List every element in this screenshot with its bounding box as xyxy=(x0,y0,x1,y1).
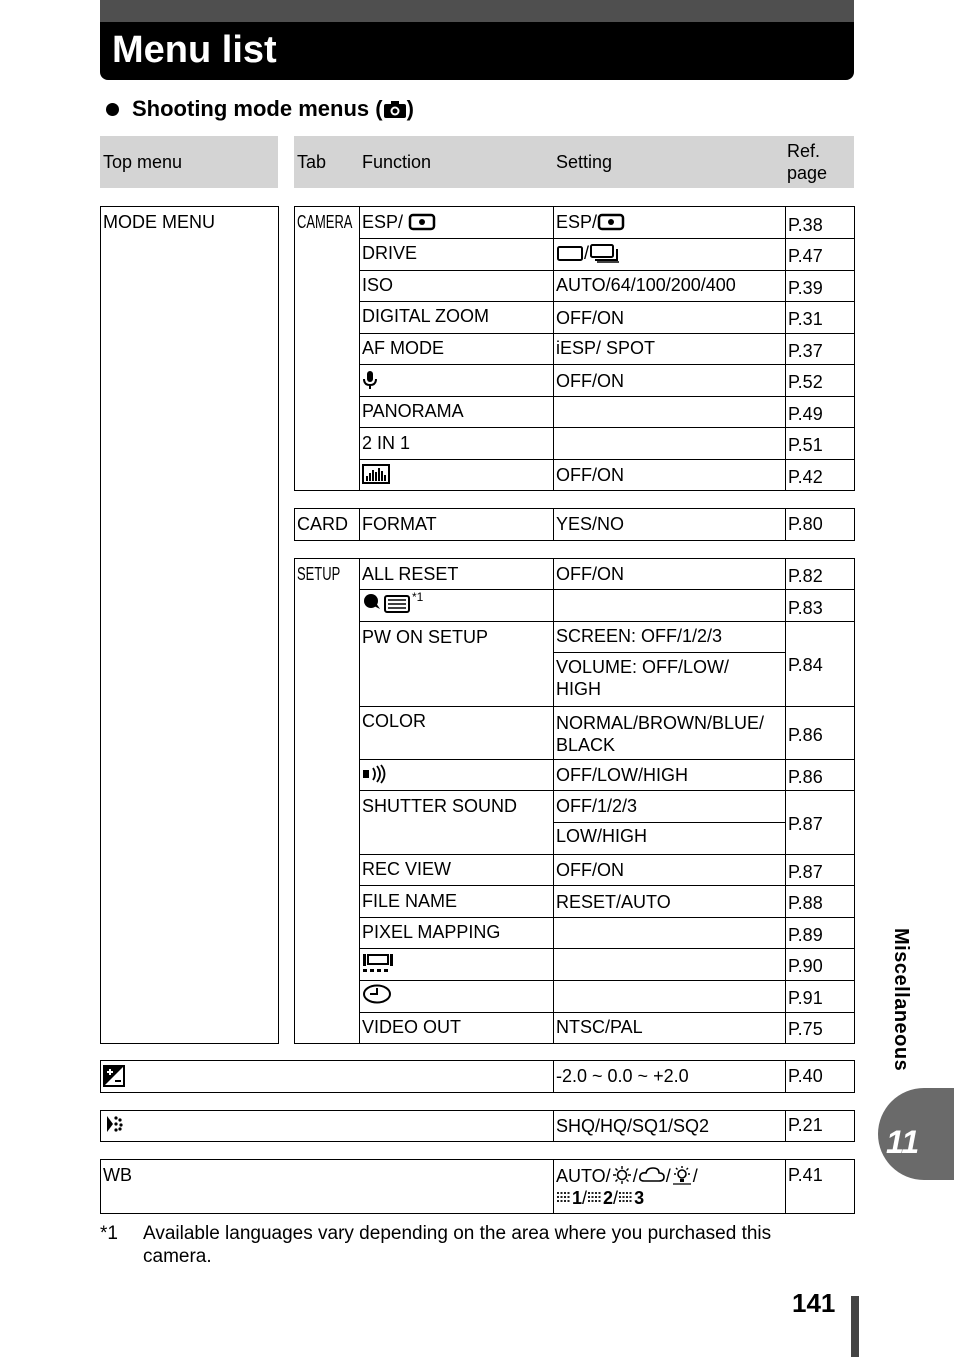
setup-row-function xyxy=(362,953,394,978)
setup-row-function: ALL RESET xyxy=(362,564,459,584)
camera-row-ref: P.52 xyxy=(788,372,823,392)
setup-row-function: FILE NAME xyxy=(362,891,458,911)
camera-row-function: PANORAMA xyxy=(362,401,464,421)
wb-setting-line2: 1/ 2/ 3 xyxy=(556,1187,644,1209)
exposure-ref: P.40 xyxy=(788,1066,823,1086)
exposure-function xyxy=(103,1065,125,1092)
image-quality-icon xyxy=(103,1114,127,1134)
camera-row-ref: P.42 xyxy=(788,467,823,487)
sequential-icon xyxy=(589,243,621,263)
camera-row-function xyxy=(362,464,390,489)
single-frame-icon xyxy=(556,244,584,262)
beep-icon xyxy=(362,764,390,784)
quality-setting: SHQ/HQ/SQ1/SQ2 xyxy=(556,1116,710,1136)
setup-row-setting: LOW/HIGH xyxy=(556,826,648,846)
camera-row-ref: P.38 xyxy=(788,215,823,235)
mode-menu-cell xyxy=(100,206,279,1044)
card-row-function: FORMAT xyxy=(362,514,437,534)
footnote-line2: camera. xyxy=(143,1246,212,1267)
camera-row-function: DRIVE xyxy=(362,243,418,263)
bullet-icon xyxy=(106,103,119,116)
setup-row-ref: P.86 xyxy=(788,767,823,787)
camera-row-setting: OFF/ON xyxy=(556,465,624,485)
camera-row-function: ESP/ xyxy=(362,211,436,233)
camera-row-ref: P.31 xyxy=(788,309,823,329)
col-tab: Tab xyxy=(297,152,327,172)
setup-row-ref: P.90 xyxy=(788,956,823,976)
quality-ref: P.21 xyxy=(788,1115,823,1135)
tab-camera: CAMERA xyxy=(297,212,353,232)
setup-row-ref: P.89 xyxy=(788,925,823,945)
wb-ref: P.41 xyxy=(788,1165,823,1185)
col-ref-line2: page xyxy=(787,163,828,183)
setup-row-function: COLOR xyxy=(362,711,427,731)
fluorescent-icon xyxy=(587,1190,603,1206)
exposure-row xyxy=(100,1060,855,1093)
mode-menu-label: MODE MENU xyxy=(103,212,215,232)
tungsten-icon xyxy=(671,1165,693,1185)
setup-row-setting: NORMAL/BROWN/BLUE/ xyxy=(556,713,765,733)
camera-row-setting: / xyxy=(556,242,621,264)
setup-row-ref: P.91 xyxy=(788,988,823,1008)
setup-row-function: REC VIEW xyxy=(362,859,452,879)
camera-row-setting: OFF/ON xyxy=(556,371,624,391)
exposure-compensation-icon xyxy=(103,1065,125,1087)
camera-row-ref: P.49 xyxy=(788,404,823,424)
camera-row-function: DIGITAL ZOOM xyxy=(362,306,490,326)
setup-row-setting: OFF/ON xyxy=(556,860,624,880)
col-function: Function xyxy=(362,152,432,172)
page-number-bar xyxy=(851,1296,859,1357)
setup-row-setting: OFF/LOW/HIGH xyxy=(556,765,688,785)
setup-row-function xyxy=(362,984,392,1009)
setup-row-function: SHUTTER SOUND xyxy=(362,796,518,816)
fluorescent-icon xyxy=(556,1190,572,1206)
footnote-line1: Available languages vary depending on the area where you purchased this xyxy=(143,1223,772,1244)
quality-row xyxy=(100,1110,855,1142)
setup-row-function xyxy=(362,764,390,789)
clock-icon xyxy=(362,984,392,1004)
camera-row-ref: P.47 xyxy=(788,246,823,266)
setup-row-setting: SCREEN: OFF/1/2/3 xyxy=(556,626,723,646)
camera-row-setting: iESP/ SPOT xyxy=(556,338,656,358)
wb-label: WB xyxy=(103,1165,132,1185)
camera-row-setting: ESP/ xyxy=(556,211,625,233)
spot-metering-icon xyxy=(408,213,436,231)
chapter-number: 11 xyxy=(886,1124,920,1160)
setup-row-ref: P.87 xyxy=(788,814,823,834)
setup-row-function: VIDEO OUT xyxy=(362,1017,462,1037)
tab-card: CARD xyxy=(297,514,349,534)
col-top-menu: Top menu xyxy=(103,152,183,172)
setup-row-setting: NTSC/PAL xyxy=(556,1017,643,1037)
setup-row-setting: OFF/ON xyxy=(556,564,624,584)
setup-row-function: PW ON SETUP xyxy=(362,627,489,647)
setup-row-ref: P.87 xyxy=(788,862,823,882)
camera-row-setting: OFF/ON xyxy=(556,308,624,328)
title-bar-top-strip xyxy=(100,0,854,22)
page-number: 141 xyxy=(792,1288,836,1318)
histogram-icon xyxy=(362,464,390,484)
setup-row-ref: P.83 xyxy=(788,598,823,618)
card-row-setting: YES/NO xyxy=(556,514,625,534)
camera-row-ref: P.37 xyxy=(788,341,823,361)
camera-row-setting: AUTO/64/100/200/400 xyxy=(556,275,736,295)
col-setting: Setting xyxy=(556,152,613,172)
setup-row-setting: OFF/1/2/3 xyxy=(556,796,638,816)
section-heading: Shooting mode menus ( ) xyxy=(104,94,414,124)
setup-row-ref: P.86 xyxy=(788,725,823,745)
card-row-ref: P.80 xyxy=(788,514,823,534)
chapter-label: Miscellaneous xyxy=(890,928,912,1072)
spot-metering-icon xyxy=(597,213,625,231)
camera-icon xyxy=(383,99,407,119)
wb-setting-line1: AUTO/ / / / xyxy=(556,1166,698,1186)
camera-row-ref: P.39 xyxy=(788,278,823,298)
page-title: Menu list xyxy=(112,29,277,71)
camera-row-function: AF MODE xyxy=(362,338,445,358)
setup-row-setting: RESET/AUTO xyxy=(556,892,671,912)
wb-row xyxy=(100,1159,855,1214)
camera-row-function xyxy=(362,370,378,395)
setup-row-setting: BLACK xyxy=(556,735,616,755)
setup-row-function: PIXEL MAPPING xyxy=(362,922,501,942)
monitor-brightness-icon xyxy=(362,953,394,973)
cloudy-icon xyxy=(638,1165,666,1185)
tab-setup: SETUP xyxy=(297,564,341,584)
camera-row-ref: P.51 xyxy=(788,435,823,455)
setup-row-ref: P.88 xyxy=(788,893,823,913)
exposure-setting: -2.0 ~ 0.0 ~ +2.0 xyxy=(556,1066,689,1086)
language-icon xyxy=(362,590,412,614)
microphone-icon xyxy=(362,370,378,390)
setup-row-function: *1 xyxy=(362,590,423,614)
footnote-marker: *1 xyxy=(100,1223,118,1244)
setup-row-ref: P.82 xyxy=(788,566,823,586)
setup-row-setting: VOLUME: OFF/LOW/ xyxy=(556,657,730,677)
camera-row-function: ISO xyxy=(362,275,394,295)
setup-row-setting: HIGH xyxy=(556,679,601,699)
quality-function xyxy=(103,1114,127,1139)
setup-row-ref: P.75 xyxy=(788,1019,823,1039)
sunny-icon xyxy=(611,1165,633,1185)
camera-row-function: 2 IN 1 xyxy=(362,433,411,453)
setup-row-ref: P.84 xyxy=(788,655,823,675)
col-ref-line1: Ref. xyxy=(787,141,821,161)
fluorescent-icon xyxy=(618,1190,634,1206)
